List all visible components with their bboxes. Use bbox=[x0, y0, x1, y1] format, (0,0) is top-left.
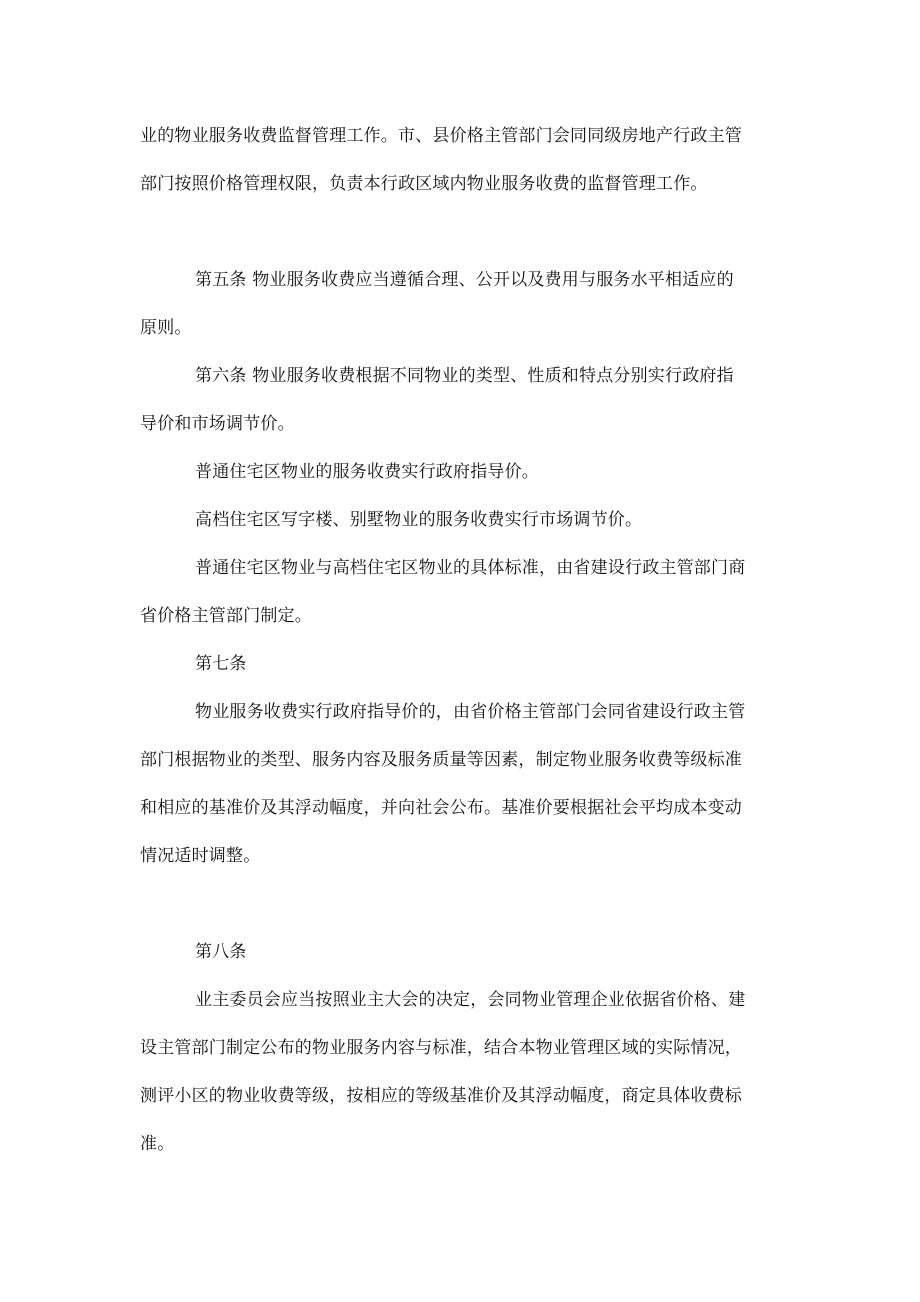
article-6-heading-line: 第六条 物业服务收费根据不同物业的类型、性质和特点分别实行政府指 bbox=[195, 366, 734, 386]
text-line: 业主委员会应当按照业主大会的决定，会同物业管理企业依据省价格、建 bbox=[195, 990, 746, 1010]
text-line: 测评小区的物业收费等级，按相应的等级基准价及其浮动幅度，商定具体收费标 bbox=[140, 1086, 742, 1106]
article-7-heading: 第七条 bbox=[195, 654, 247, 674]
text-line: 省价格主管部门制定。 bbox=[140, 606, 312, 626]
text-line: 情况适时调整。 bbox=[140, 846, 261, 866]
text-line: 业的物业服务收费监督管理工作。市、县价格主管部门会同同级房地产行政主管 bbox=[140, 126, 742, 146]
text-line: 原则。 bbox=[140, 318, 192, 338]
article-8-heading: 第八条 bbox=[195, 942, 247, 962]
text-line: 物业服务收费实行政府指导价的，由省价格主管部门会同省建设行政主管 bbox=[195, 702, 746, 722]
text-line: 设主管部门制定公布的物业服务内容与标准，结合本物业管理区域的实际情况， bbox=[140, 1038, 742, 1058]
text-line: 导价和市场调节价。 bbox=[140, 414, 295, 434]
text-line: 普通住宅区物业与高档住宅区物业的具体标准，由省建设行政主管部门商 bbox=[195, 558, 746, 578]
text-line: 部门按照价格管理权限，负责本行政区域内物业服务收费的监督管理工作。 bbox=[140, 174, 708, 194]
text-line: 部门根据物业的类型、服务内容及服务质量等因素，制定物业服务收费等级标准 bbox=[140, 750, 742, 770]
article-5-heading-line: 第五条 物业服务收费应当遵循合理、公开以及费用与服务水平相适应的 bbox=[195, 270, 734, 290]
text-line: 高档住宅区写字楼、别墅物业的服务收费实行市场调节价。 bbox=[195, 510, 643, 530]
text-line: 准。 bbox=[140, 1134, 175, 1154]
text-line: 普通住宅区物业的服务收费实行政府指导价。 bbox=[195, 462, 539, 482]
text-line: 和相应的基准价及其浮动幅度，并向社会公布。基准价要根据社会平均成本变动 bbox=[140, 798, 742, 818]
